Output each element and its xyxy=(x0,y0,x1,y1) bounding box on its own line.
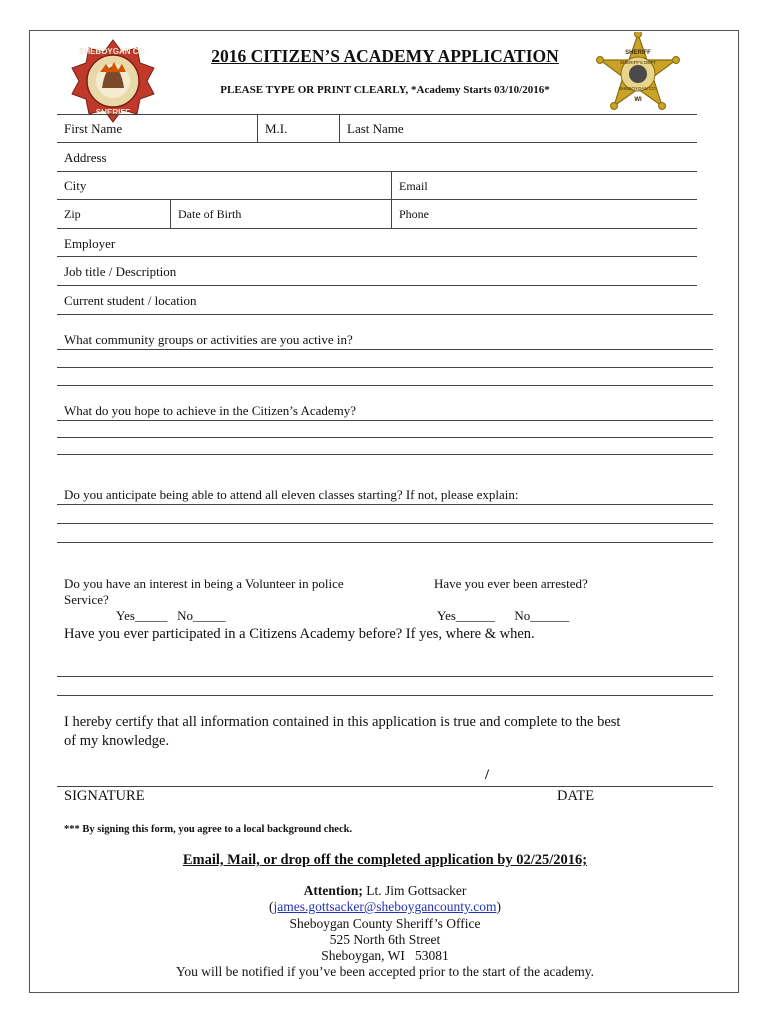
answer-line[interactable] xyxy=(57,695,713,696)
grid-line-top xyxy=(57,114,697,115)
attention-label: Attention; xyxy=(303,883,363,898)
answer-line[interactable] xyxy=(57,420,713,421)
date-label: DATE xyxy=(557,788,595,804)
grid-line xyxy=(57,199,697,200)
answer-line[interactable] xyxy=(57,504,713,505)
attention-line xyxy=(0,883,770,899)
badge-text-top: SHERIFF xyxy=(625,50,651,56)
zip-field[interactable]: Zip xyxy=(64,207,81,221)
volunteer-question-cont: Service? xyxy=(64,592,109,607)
achieve-question: What do you hope to achieve in the Citizen’s Academy? xyxy=(64,403,357,418)
logo-text-bottom: SHERIFF xyxy=(95,108,131,117)
arrested-yes-no[interactable]: Yes______ No______ xyxy=(437,608,570,623)
answer-line[interactable] xyxy=(57,385,713,386)
grid-line xyxy=(57,314,713,315)
badge-text-mid: SHERIFF'S DEPT xyxy=(619,60,657,65)
student-field[interactable]: Current student / location xyxy=(64,293,197,308)
office-line: Sheboygan County Sheriff’s Office xyxy=(289,916,481,931)
grid-divider xyxy=(339,114,340,142)
grid-line xyxy=(57,142,697,143)
badge-text-bottom: SHEBOYGAN CO. xyxy=(619,86,657,91)
answer-line[interactable] xyxy=(57,523,713,524)
grid-line xyxy=(57,228,697,229)
address-field[interactable]: Address xyxy=(64,150,107,165)
answer-line[interactable] xyxy=(57,454,713,455)
logo-text-top: SHEBOYGAN CO. xyxy=(78,47,148,56)
email-line xyxy=(0,899,770,915)
participated-question: Have you ever participated in a Citizens Academy before? If yes, where & when. xyxy=(64,626,535,642)
phone-field[interactable]: Phone xyxy=(399,207,429,221)
first-name-field[interactable]: First Name xyxy=(64,121,123,136)
form-title: 2016 CITIZEN’S ACADEMY APPLICATION xyxy=(211,46,559,66)
community-question: What community groups or activities are you active in? xyxy=(64,332,353,347)
grid-line xyxy=(57,285,697,286)
arrested-question: Have you ever been arrested? xyxy=(434,576,588,591)
volunteer-yes-no[interactable]: Yes_____ No_____ xyxy=(116,608,226,623)
last-name-field[interactable]: Last Name xyxy=(347,121,404,136)
email-field[interactable]: Email xyxy=(399,179,428,193)
paren-close: ) xyxy=(496,899,501,914)
employer-field[interactable]: Employer xyxy=(64,236,116,251)
certify-text: I hereby certify that all information contained in this application is true and complete to the best xyxy=(64,714,621,730)
answer-line[interactable] xyxy=(57,437,713,438)
grid-line xyxy=(57,171,697,172)
attend-question: Do you anticipate being able to attend all eleven classes starting? If not, please explain: xyxy=(64,487,519,502)
answer-line[interactable] xyxy=(57,542,713,543)
grid-divider xyxy=(170,199,171,228)
city-state-line: Sheboygan, WI 53081 xyxy=(321,948,449,963)
volunteer-question: Do you have an interest in being a Volunteer in police xyxy=(64,576,344,591)
job-title-field[interactable]: Job title / Description xyxy=(64,264,177,279)
signature-line[interactable] xyxy=(57,786,713,787)
grid-line xyxy=(57,256,697,257)
signature-label: SIGNATURE xyxy=(64,788,145,804)
answer-line[interactable] xyxy=(57,676,713,677)
background-check-note: *** By signing this form, you agree to a local background check. xyxy=(64,824,353,835)
notice-line: You will be notified if you’ve been accepted prior to the start of the academy. xyxy=(176,964,594,979)
contact-email-link[interactable]: james.gottsacker@sheboygancounty.com xyxy=(273,899,497,914)
attention-name: Lt. Jim Gottsacker xyxy=(362,883,467,898)
date-slash: / xyxy=(485,767,490,783)
answer-line[interactable] xyxy=(57,349,713,350)
certify-text-cont: of my knowledge. xyxy=(64,733,170,749)
paren-open: ( xyxy=(269,899,274,914)
answer-line[interactable] xyxy=(57,367,713,368)
form-subtitle: PLEASE TYPE OR PRINT CLEARLY, *Academy Starts 03/10/2016* xyxy=(220,84,550,96)
sheriff-badge-icon xyxy=(596,32,680,118)
submission-heading: Email, Mail, or drop off the completed application by 02/25/2016; xyxy=(182,852,588,868)
badge-text-state: WI xyxy=(634,97,642,103)
city-field[interactable]: City xyxy=(64,178,87,193)
page-border xyxy=(29,30,739,993)
street-line: 525 North 6th Street xyxy=(329,932,441,947)
dob-field[interactable]: Date of Birth xyxy=(178,207,242,221)
mi-field[interactable]: M.I. xyxy=(265,121,288,136)
grid-divider xyxy=(257,114,258,142)
